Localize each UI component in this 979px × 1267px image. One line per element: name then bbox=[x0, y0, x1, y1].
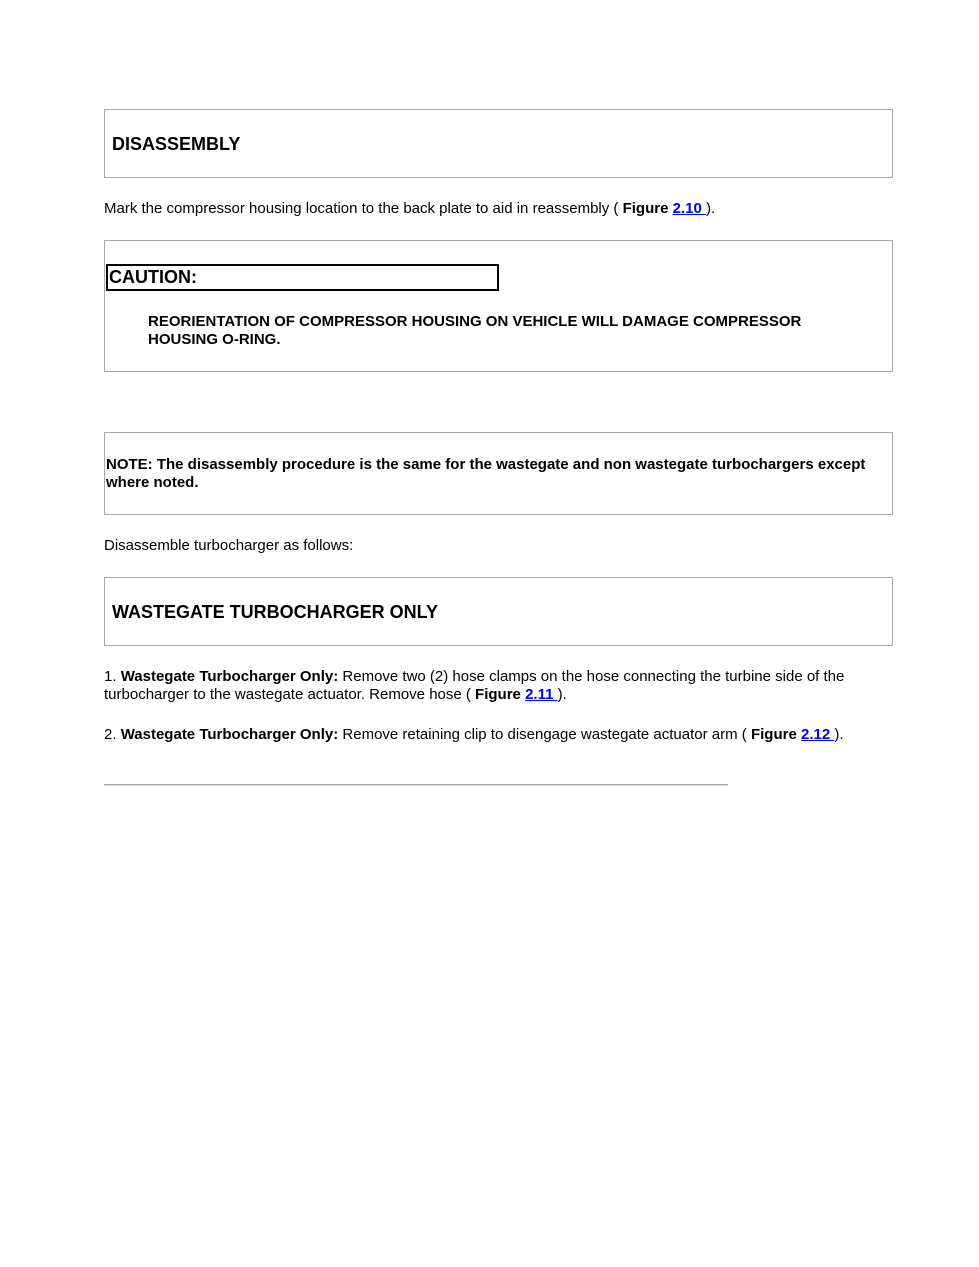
figure-2-10-link[interactable]: 2.10 bbox=[672, 200, 706, 217]
step-1-suffix: ). bbox=[557, 686, 567, 703]
section-divider bbox=[104, 784, 728, 786]
note-text: NOTE: The disassembly procedure is the same for the wastegate and non wastegate turbochargers except where noted. bbox=[106, 456, 866, 491]
step-2-figure-label: Figure bbox=[750, 726, 797, 743]
disassemble-paragraph: Disassemble turbocharger as follows: bbox=[104, 537, 354, 554]
wastegate-header-box bbox=[104, 577, 893, 646]
step-2 bbox=[104, 726, 864, 744]
wastegate-heading: WASTEGATE TURBOCHARGER ONLY bbox=[112, 602, 439, 622]
intro-suffix: ). bbox=[705, 200, 716, 217]
figure-2-12-link[interactable]: 2.12 bbox=[800, 726, 835, 743]
step-2-number: 2. bbox=[104, 726, 121, 743]
step-1-text: Remove two (2) hose clamps on the hose connecting the turbine side of the turbocharger to the wastegate actuator. Remove hose ( bbox=[104, 668, 845, 703]
intro-figure-label: Figure bbox=[622, 200, 669, 217]
step-2-suffix: ). bbox=[834, 726, 844, 743]
disassembly-header-box bbox=[104, 109, 893, 178]
note-box bbox=[104, 432, 893, 515]
intro-paragraph bbox=[104, 200, 884, 218]
disassembly-heading: DISASSEMBLY bbox=[112, 134, 241, 154]
step-1 bbox=[104, 668, 879, 704]
step-1-figure-label: Figure bbox=[475, 686, 521, 703]
intro-text: Mark the compressor housing location to the back plate to aid in reassembly ( bbox=[104, 200, 623, 217]
caution-text: REORIENTATION OF COMPRESSOR HOUSING ON VEHICLE WILL DAMAGE COMPRESSOR HOUSING O-RING. bbox=[148, 313, 802, 348]
step-2-label: Wastegate Turbocharger Only: bbox=[120, 726, 339, 743]
figure-2-11-link[interactable]: 2.11 bbox=[525, 686, 558, 703]
caution-box bbox=[104, 240, 893, 372]
step-1-number: 1. bbox=[104, 668, 121, 685]
caution-title: CAUTION: bbox=[106, 264, 499, 291]
step-2-text: Remove retaining clip to disengage wastegate actuator arm ( bbox=[338, 726, 751, 743]
step-1-label: Wastegate Turbocharger Only: bbox=[120, 668, 339, 685]
